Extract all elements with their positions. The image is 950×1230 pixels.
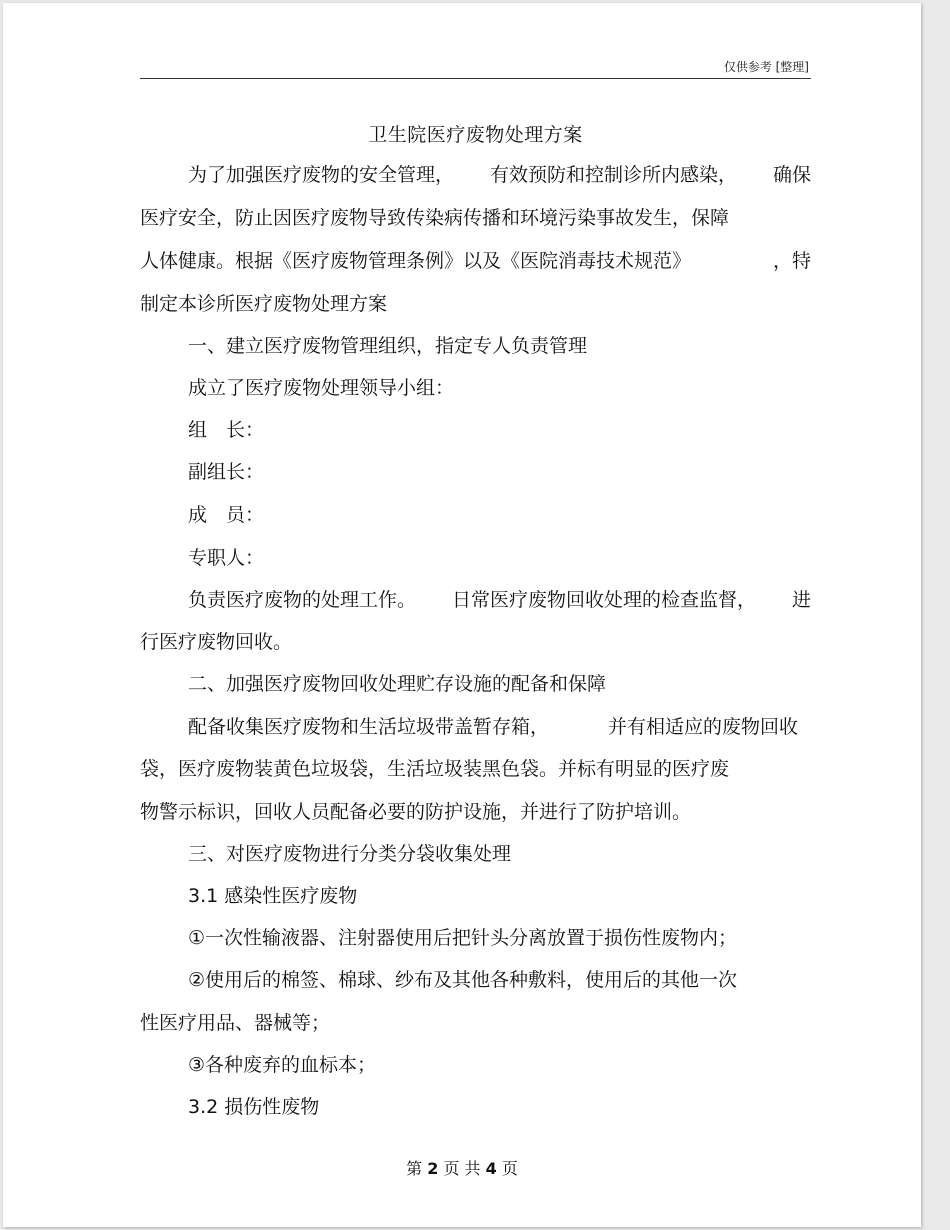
text-segment: 日常医疗废物回收处理的检查监督， xyxy=(451,589,756,611)
header-rule xyxy=(140,78,811,79)
list-item-2-line-2: 性医疗用品、器械等； xyxy=(140,1012,331,1034)
header-note: 仅供参考 [整理] xyxy=(723,60,809,74)
section-2-line-2: 袋，医疗废物装黄色垃圾袋，生活垃圾装黑色袋。并标有明显的医疗废 xyxy=(140,758,730,780)
footer-total-pages: 4 xyxy=(485,1159,497,1178)
paragraph-intro-line-1 xyxy=(188,163,811,187)
text-segment: 为了加强医疗废物的安全管理， xyxy=(188,164,455,186)
section-1-duty-line-1 xyxy=(188,588,811,612)
role-leader: 组 长： xyxy=(188,419,265,441)
role-dedicated: 专职人： xyxy=(188,547,265,569)
list-item-3: ③各种废弃的血标本； xyxy=(188,1054,377,1076)
text-segment: 进 xyxy=(791,589,811,611)
paragraph-intro-line-2: 医疗安全，防止因医疗废物导致传染病传播和环境污染事故发生，保障 xyxy=(140,207,730,229)
text-segment: ，特 xyxy=(772,250,811,272)
footer-prefix: 第 xyxy=(406,1159,423,1178)
text-segment: 人体健康。根据《医疗废物管理条例》以及《医院消毒技术规范》 xyxy=(140,250,692,272)
section-3-heading: 三、对医疗废物进行分类分袋收集处理 xyxy=(188,843,512,865)
role-vice-leader: 副组长： xyxy=(188,461,265,483)
list-item-2-line-1: ②使用后的棉签、棉球、纱布及其他各种敷料，使用后的其他一次 xyxy=(188,969,738,991)
text-segment: 有效预防和控制诊所内感染， xyxy=(489,164,737,186)
footer-suffix: 页 xyxy=(501,1159,518,1178)
section-1-lead: 成立了医疗废物处理领导小组： xyxy=(188,377,455,399)
section-2-line-3: 物警示标识，回收人员配备必要的防护设施，并进行了防护培训。 xyxy=(140,801,692,823)
page-title: 卫生院医疗废物处理方案 xyxy=(368,124,583,146)
section-1-duty-line-2: 行医疗废物回收。 xyxy=(140,631,293,653)
section-1-heading: 一、建立医疗废物管理组织，指定专人负责管理 xyxy=(188,335,588,357)
paragraph-intro-line-3 xyxy=(140,249,811,273)
paragraph-intro-line-4: 制定本诊所医疗废物处理方案 xyxy=(140,293,388,315)
footer-middle: 页 共 xyxy=(443,1159,481,1178)
page-footer xyxy=(3,1156,921,1179)
text-segment: 确保 xyxy=(772,164,811,186)
footer-page-number: 2 xyxy=(427,1159,439,1178)
role-members: 成 员： xyxy=(188,504,265,526)
text-segment: 负责医疗废物的处理工作。 xyxy=(188,589,417,611)
document-page xyxy=(3,3,921,1227)
text-segment: 并有相适应的废物回收 xyxy=(607,716,798,738)
section-2-line-1 xyxy=(188,715,798,739)
text-segment: 配备收集医疗废物和生活垃圾带盖暂存箱， xyxy=(188,716,550,738)
list-item-1: ①一次性输液器、注射器使用后把针头分离放置于损伤性废物内； xyxy=(188,927,738,949)
section-2-heading: 二、加强医疗废物回收处理贮存设施的配备和保障 xyxy=(188,673,607,695)
subsection-3-1: 3.1 感染性医疗废物 xyxy=(188,885,358,907)
subsection-3-2: 3.2 损伤性废物 xyxy=(188,1096,320,1118)
